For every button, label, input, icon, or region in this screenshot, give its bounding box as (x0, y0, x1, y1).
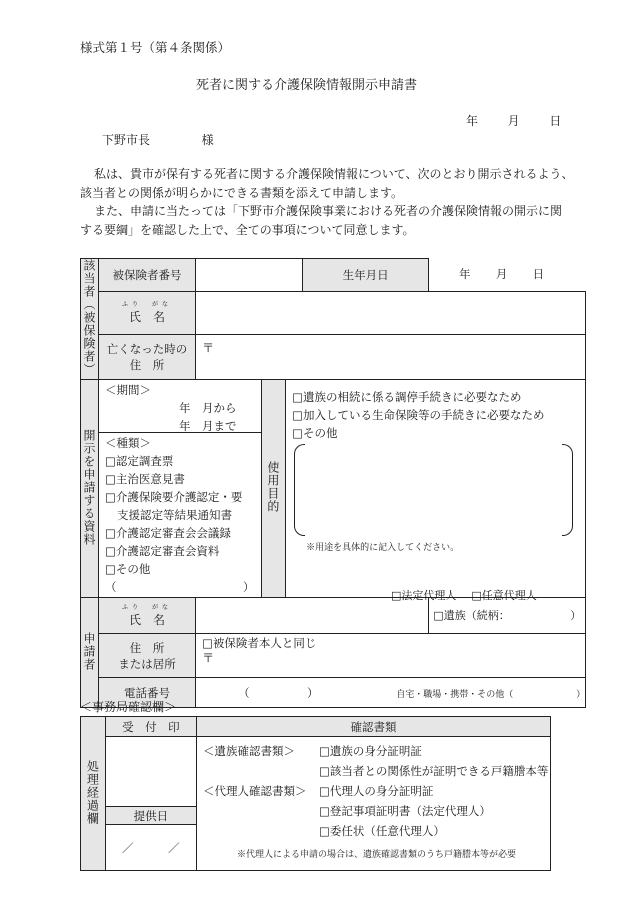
applicant-name-label: ふり がな 氏 名 (99, 598, 196, 634)
purpose-other-field[interactable] (292, 444, 581, 538)
purpose-checkbox-insurance[interactable]: □加入している生命保険等の手続きに必要なため (292, 408, 545, 422)
intro-p2-line1: また、申請に当たっては「下野市介護保険事業における死者の介護保険情報の開示に関 (94, 204, 563, 218)
bracket-right (562, 444, 573, 536)
type-other-field[interactable]: （ ） (105, 580, 255, 594)
reception-stamp-field[interactable] (105, 737, 196, 807)
confirmation-docs-label: 確認書類 (197, 717, 551, 737)
applicant-address-field[interactable] (196, 634, 586, 678)
agent-doc-proxy[interactable]: □委任状（任意代理人） (319, 824, 445, 838)
applicant-address-label: 住 所 または居所 (99, 634, 196, 678)
addressee (102, 131, 214, 148)
applicant-postal-mark: 〒 (202, 651, 215, 665)
provided-date-label: 提供日 (105, 807, 196, 825)
phone-label: 電話番号 (99, 678, 196, 708)
subject-address-label: 亡くなった時の 住 所 (99, 334, 196, 379)
applicant-name-ruby: ふり がな (122, 603, 173, 611)
bereaved-doc-registry[interactable]: □該当者との関係性が証明できる戸籍謄本等 (319, 764, 549, 778)
type-certification-cont: 支援認定等結果通知書 (117, 508, 232, 522)
date-day: 日 (549, 114, 562, 128)
relation-row2 (391, 587, 537, 603)
type-header: ＜種類＞ (105, 436, 151, 450)
period-to[interactable]: 年 月まで (179, 419, 237, 433)
type-checkbox-doctor-opinion[interactable]: □主治医意見書 (105, 472, 185, 486)
page-title: 死者に関する介護保険情報開示申請書 (196, 78, 418, 93)
purpose-area (286, 380, 586, 598)
subject-address-field[interactable]: 〒 (196, 334, 586, 379)
insured-number-field[interactable] (196, 259, 303, 292)
type-checkbox-other[interactable]: □その他 (105, 562, 151, 576)
purpose-checkbox-inheritance[interactable]: □遺族の相続に係る調停手続きに必要なため (292, 390, 522, 404)
type-checkbox-certification[interactable]: □介護保険要介護認定・要 (105, 490, 243, 504)
phone-type: 自宅・職場・携帯・その他（ ） (396, 689, 586, 700)
applicant-section-label: 申請者 (81, 598, 99, 708)
purpose-label: 使用目的 (261, 380, 286, 598)
bracket-left (294, 444, 305, 536)
intro-p1-line2: 該当者との関係が明らかにできる書類を添えて申請します。 (80, 185, 404, 200)
office-section-label: 処理経過欄 (81, 717, 106, 871)
phone-field[interactable] (196, 678, 586, 708)
bereaved-doc-id[interactable]: □遺族の身分証明証 (319, 744, 422, 758)
type-checkbox-minutes[interactable]: □介護認定審査会会議録 (105, 526, 231, 540)
date-year: 年 (466, 114, 479, 128)
form-number: 様式第１号（第４条関係） (80, 40, 231, 55)
agent-docs-label: ＜代理人確認書類＞ (203, 784, 307, 798)
agent-doc-id[interactable]: □代理人の身分証明証 (319, 784, 434, 798)
bereaved-docs-label: ＜遺族確認書類＞ (203, 744, 296, 758)
documents-section-label: 開示を申請する資料 (81, 380, 99, 598)
relation-legal-checkbox[interactable]: □法定代理人 (391, 589, 457, 602)
office-header: ＜事務局確認欄＞ (80, 700, 177, 714)
confirmation-docs-area (197, 737, 551, 871)
birth-date-label: 生年月日 (302, 259, 428, 292)
same-as-insured-checkbox[interactable]: □被保険者本人と同じ (202, 636, 317, 650)
provided-date-field[interactable]: ／ ／ (105, 825, 196, 871)
period-header: ＜期間＞ (105, 383, 151, 397)
application-form-table (80, 258, 586, 708)
agent-doc-registry[interactable]: □登記事項証明書（法定代理人） (319, 804, 491, 818)
intro-text (80, 165, 574, 239)
phone-paren: （ ） (238, 685, 319, 700)
purpose-checkbox-other[interactable]: □その他 (292, 426, 338, 440)
addressee-name: 下野市長 (102, 133, 151, 147)
insured-number-label: 被保険者番号 (99, 259, 196, 292)
type-checkbox-survey[interactable]: □認定調査票 (105, 454, 174, 468)
subject-name-field[interactable] (196, 291, 586, 334)
subject-name-label: ふり がな 氏 名 (99, 291, 196, 334)
relation-agent-checkbox[interactable]: □任意代理人 (471, 589, 537, 602)
birth-date-value[interactable]: 年 月 日 (459, 267, 545, 281)
subject-name-ruby: ふり がな (122, 300, 173, 308)
office-table (80, 716, 551, 871)
relation-bereaved-checkbox[interactable]: □遺族（続柄： ） (433, 608, 582, 622)
documents-list (99, 380, 262, 598)
office-note: ※代理人による申請の場合は、遺族確認書類のうち戸籍謄本等が必要 (237, 850, 517, 860)
addressee-honorific: 様 (201, 133, 214, 147)
intro-p2-line2: する要綱」を確認した上で、全ての事項について同意します。 (80, 222, 415, 237)
type-checkbox-materials[interactable]: □介護認定審査会資料 (105, 544, 220, 558)
purpose-note: ※用途を具体的に記入してください。 (306, 543, 460, 553)
subject-section-label: 該当者（被保険者） (81, 259, 99, 380)
date-month: 月 (507, 114, 520, 128)
period-from[interactable]: 年 月から (179, 401, 237, 415)
intro-p1-line1: 私は、貴市が保有する死者に関する介護保険情報について、次のとおり開示されるよう、 (94, 167, 574, 181)
date-line (466, 112, 561, 129)
reception-stamp-label: 受 付 印 (105, 717, 196, 737)
